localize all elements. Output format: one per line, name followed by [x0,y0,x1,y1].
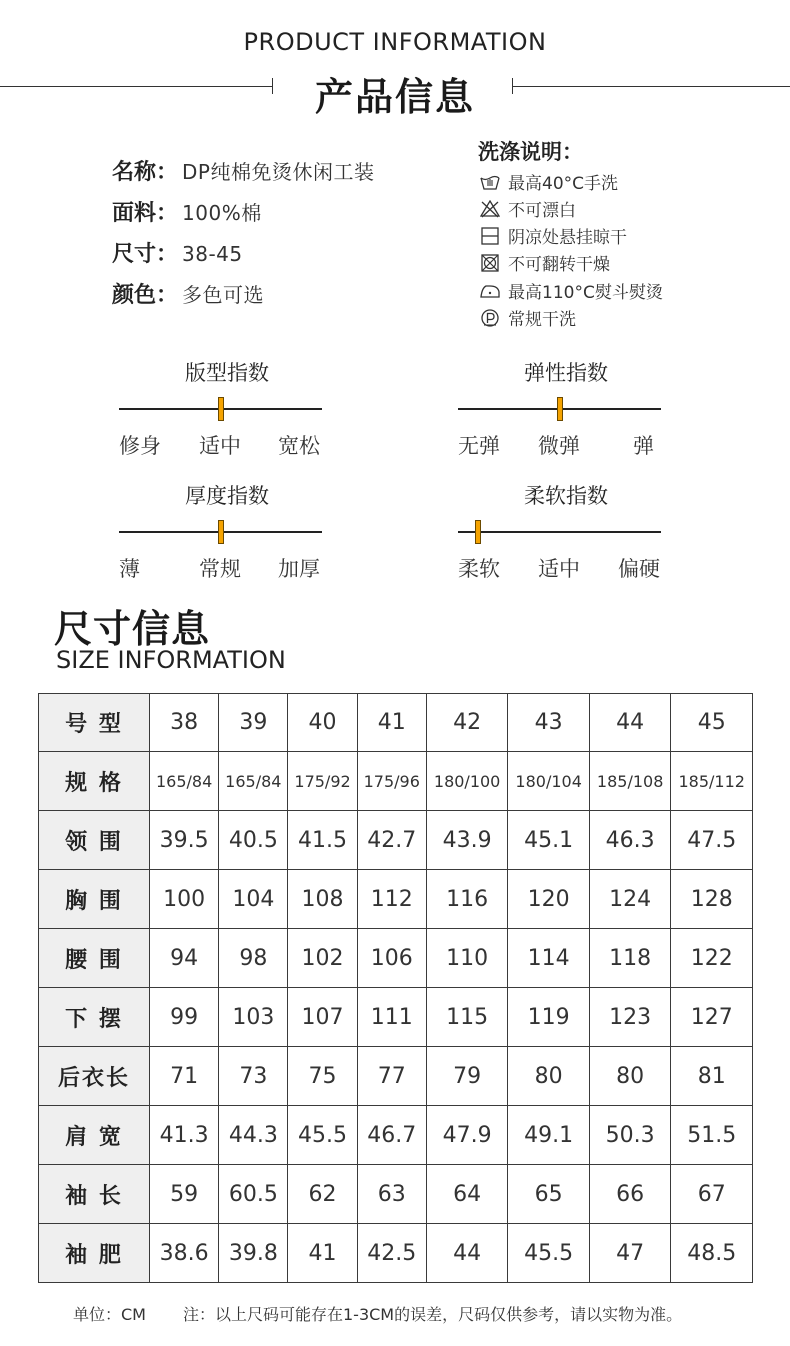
table-cell: 180/104 [508,752,590,811]
table-cell: 66 [589,1165,671,1224]
wash-text-line-dry: 阴凉处悬挂晾干 [508,228,627,248]
table-cell: 102 [288,929,357,988]
table-cell: 94 [150,929,219,988]
table-cell: 50.3 [589,1106,671,1165]
row-header: 号 型 [39,694,150,752]
table-cell: 41.5 [288,811,357,870]
table-row [39,988,753,1047]
table-cell: 42.5 [357,1224,426,1283]
dry-clean-p-icon [480,309,500,327]
table-row [39,1047,753,1106]
row-header: 领 围 [39,811,150,870]
table-cell: 42 [426,694,508,752]
size-section-title-en: SIZE INFORMATION [56,646,286,674]
table-cell: 62 [288,1165,357,1224]
wash-text-iron: 最高110°C熨斗熨烫 [508,283,663,303]
table-cell: 120 [508,870,590,929]
table-cell: 99 [150,988,219,1047]
table-cell: 165/84 [150,752,219,811]
table-row [39,929,753,988]
table-cell: 116 [426,870,508,929]
table-cell: 80 [508,1047,590,1106]
index-thickness-label-1: 薄 [119,557,140,581]
row-header: 胸 围 [39,870,150,929]
spec-fabric-key: 面料： [112,201,179,226]
table-cell: 51.5 [671,1106,753,1165]
index-elasticity-label-2: 微弹 [538,434,580,458]
table-cell: 45.5 [288,1106,357,1165]
table-cell: 47 [589,1224,671,1283]
index-softness-line [458,531,661,533]
spec-color-value: 多色可选 [182,283,265,307]
table-cell: 46.3 [589,811,671,870]
table-cell: 127 [671,988,753,1047]
size-table [38,693,753,1283]
wash-item-line-dry [480,223,627,248]
index-fit-label-1: 修身 [119,434,161,458]
table-cell: 106 [357,929,426,988]
table-cell: 114 [508,929,590,988]
footer-unit: 单位：CM [73,1305,146,1324]
table-cell: 43 [508,694,590,752]
spec-name [112,155,374,186]
index-fit-label-3: 宽松 [278,434,320,458]
table-row [39,870,753,929]
table-cell: 65 [508,1165,590,1224]
index-elasticity-label-3: 弹 [633,434,654,458]
table-cell: 98 [219,929,288,988]
table-cell: 44.3 [219,1106,288,1165]
table-cell: 180/100 [426,752,508,811]
table-cell: 43.9 [426,811,508,870]
index-elasticity-title: 弹性指数 [524,361,608,385]
wash-item-dry-clean [480,305,576,330]
index-softness-label-3: 偏硬 [618,557,660,581]
spec-fabric [112,196,262,227]
size-section-title-cn: 尺寸信息 [54,607,211,651]
table-cell: 124 [589,870,671,929]
index-fit-label-2: 适中 [199,434,241,458]
index-thickness-label-3: 加厚 [278,557,320,581]
table-cell: 41 [288,1224,357,1283]
wash-item-iron [480,278,663,303]
table-cell: 67 [671,1165,753,1224]
spec-size-value: 38-45 [182,242,243,266]
index-fit-marker [218,397,224,421]
row-header: 袖 肥 [39,1224,150,1283]
table-cell: 110 [426,929,508,988]
table-cell: 103 [219,988,288,1047]
table-cell: 107 [288,988,357,1047]
table-cell: 38.6 [150,1224,219,1283]
table-cell: 79 [426,1047,508,1106]
spec-name-key: 名称： [112,160,179,185]
table-cell: 119 [508,988,590,1047]
table-row [39,1165,753,1224]
table-cell: 64 [426,1165,508,1224]
table-cell: 175/96 [357,752,426,811]
table-cell: 111 [357,988,426,1047]
table-cell: 118 [589,929,671,988]
table-row [39,694,753,752]
table-cell: 77 [357,1047,426,1106]
table-cell: 42.7 [357,811,426,870]
spec-color-key: 颜色： [112,283,179,308]
wash-text-dry-clean: 常规干洗 [508,310,576,330]
row-header: 后衣长 [39,1047,150,1106]
table-cell: 45.1 [508,811,590,870]
index-softness-label-1: 柔软 [458,557,500,581]
spec-size [112,237,243,268]
table-cell: 75 [288,1047,357,1106]
index-thickness-label-2: 常规 [199,557,241,581]
table-cell: 39.5 [150,811,219,870]
table-cell: 41 [357,694,426,752]
table-row [39,1106,753,1165]
row-header: 腰 围 [39,929,150,988]
index-softness-title: 柔软指数 [524,484,608,508]
table-cell: 185/112 [671,752,753,811]
table-cell: 71 [150,1047,219,1106]
table-cell: 47.5 [671,811,753,870]
table-cell: 40 [288,694,357,752]
index-elasticity-marker [557,397,563,421]
table-cell: 45 [671,694,753,752]
header-title-en: PRODUCT INFORMATION [243,28,547,56]
row-header: 袖 长 [39,1165,150,1224]
hand-wash-icon [480,173,500,191]
wash-title: 洗涤说明： [478,140,583,164]
table-cell: 46.7 [357,1106,426,1165]
table-cell: 123 [589,988,671,1047]
no-tumble-dry-icon [480,254,500,272]
footer-note: 注：以上尺码可能存在1-3CM的误差，尺码仅供参考，请以实物为准。 [183,1305,683,1324]
table-cell: 165/84 [219,752,288,811]
index-fit-title: 版型指数 [185,361,269,385]
index-thickness-marker [218,520,224,544]
spec-fabric-value: 100%棉 [182,201,262,225]
wash-text-no-tumble: 不可翻转干燥 [508,255,610,275]
table-cell: 48.5 [671,1224,753,1283]
line-dry-shade-icon [480,227,500,245]
table-cell: 45.5 [508,1224,590,1283]
table-cell: 100 [150,870,219,929]
row-header: 下 摆 [39,988,150,1047]
table-cell: 115 [426,988,508,1047]
table-cell: 44 [589,694,671,752]
row-header: 肩 宽 [39,1106,150,1165]
table-cell: 41.3 [150,1106,219,1165]
table-row [39,811,753,870]
table-cell: 185/108 [589,752,671,811]
index-elasticity-label-1: 无弹 [458,434,500,458]
table-row [39,1224,753,1283]
index-thickness-title: 厚度指数 [185,484,269,508]
table-cell: 47.9 [426,1106,508,1165]
wash-item-no-bleach [480,196,576,221]
wash-text-hand-wash: 最高40°C手洗 [508,174,619,194]
table-cell: 128 [671,870,753,929]
index-softness-marker [475,520,481,544]
wash-text-no-bleach: 不可漂白 [508,201,576,221]
table-cell: 49.1 [508,1106,590,1165]
table-row [39,752,753,811]
index-softness-label-2: 适中 [538,557,580,581]
table-cell: 112 [357,870,426,929]
table-cell: 39.8 [219,1224,288,1283]
table-cell: 40.5 [219,811,288,870]
header-title-cn: 产品信息 [314,75,475,119]
table-cell: 38 [150,694,219,752]
wash-item-no-tumble [480,250,610,275]
table-cell: 44 [426,1224,508,1283]
iron-icon [480,282,500,300]
table-cell: 80 [589,1047,671,1106]
table-cell: 81 [671,1047,753,1106]
row-header: 规 格 [39,752,150,811]
header-divider-tick-right [512,78,513,94]
table-cell: 108 [288,870,357,929]
table-cell: 60.5 [219,1165,288,1224]
table-cell: 73 [219,1047,288,1106]
table-cell: 39 [219,694,288,752]
no-bleach-icon [480,200,500,218]
table-cell: 104 [219,870,288,929]
header-divider-right [512,86,790,87]
table-cell: 175/92 [288,752,357,811]
wash-item-hand-wash [480,169,618,194]
spec-size-key: 尺寸： [112,242,179,267]
table-cell: 59 [150,1165,219,1224]
spec-color [112,278,264,309]
spec-name-value: DP纯棉免烫休闲工装 [182,160,375,184]
table-cell: 63 [357,1165,426,1224]
table-cell: 122 [671,929,753,988]
